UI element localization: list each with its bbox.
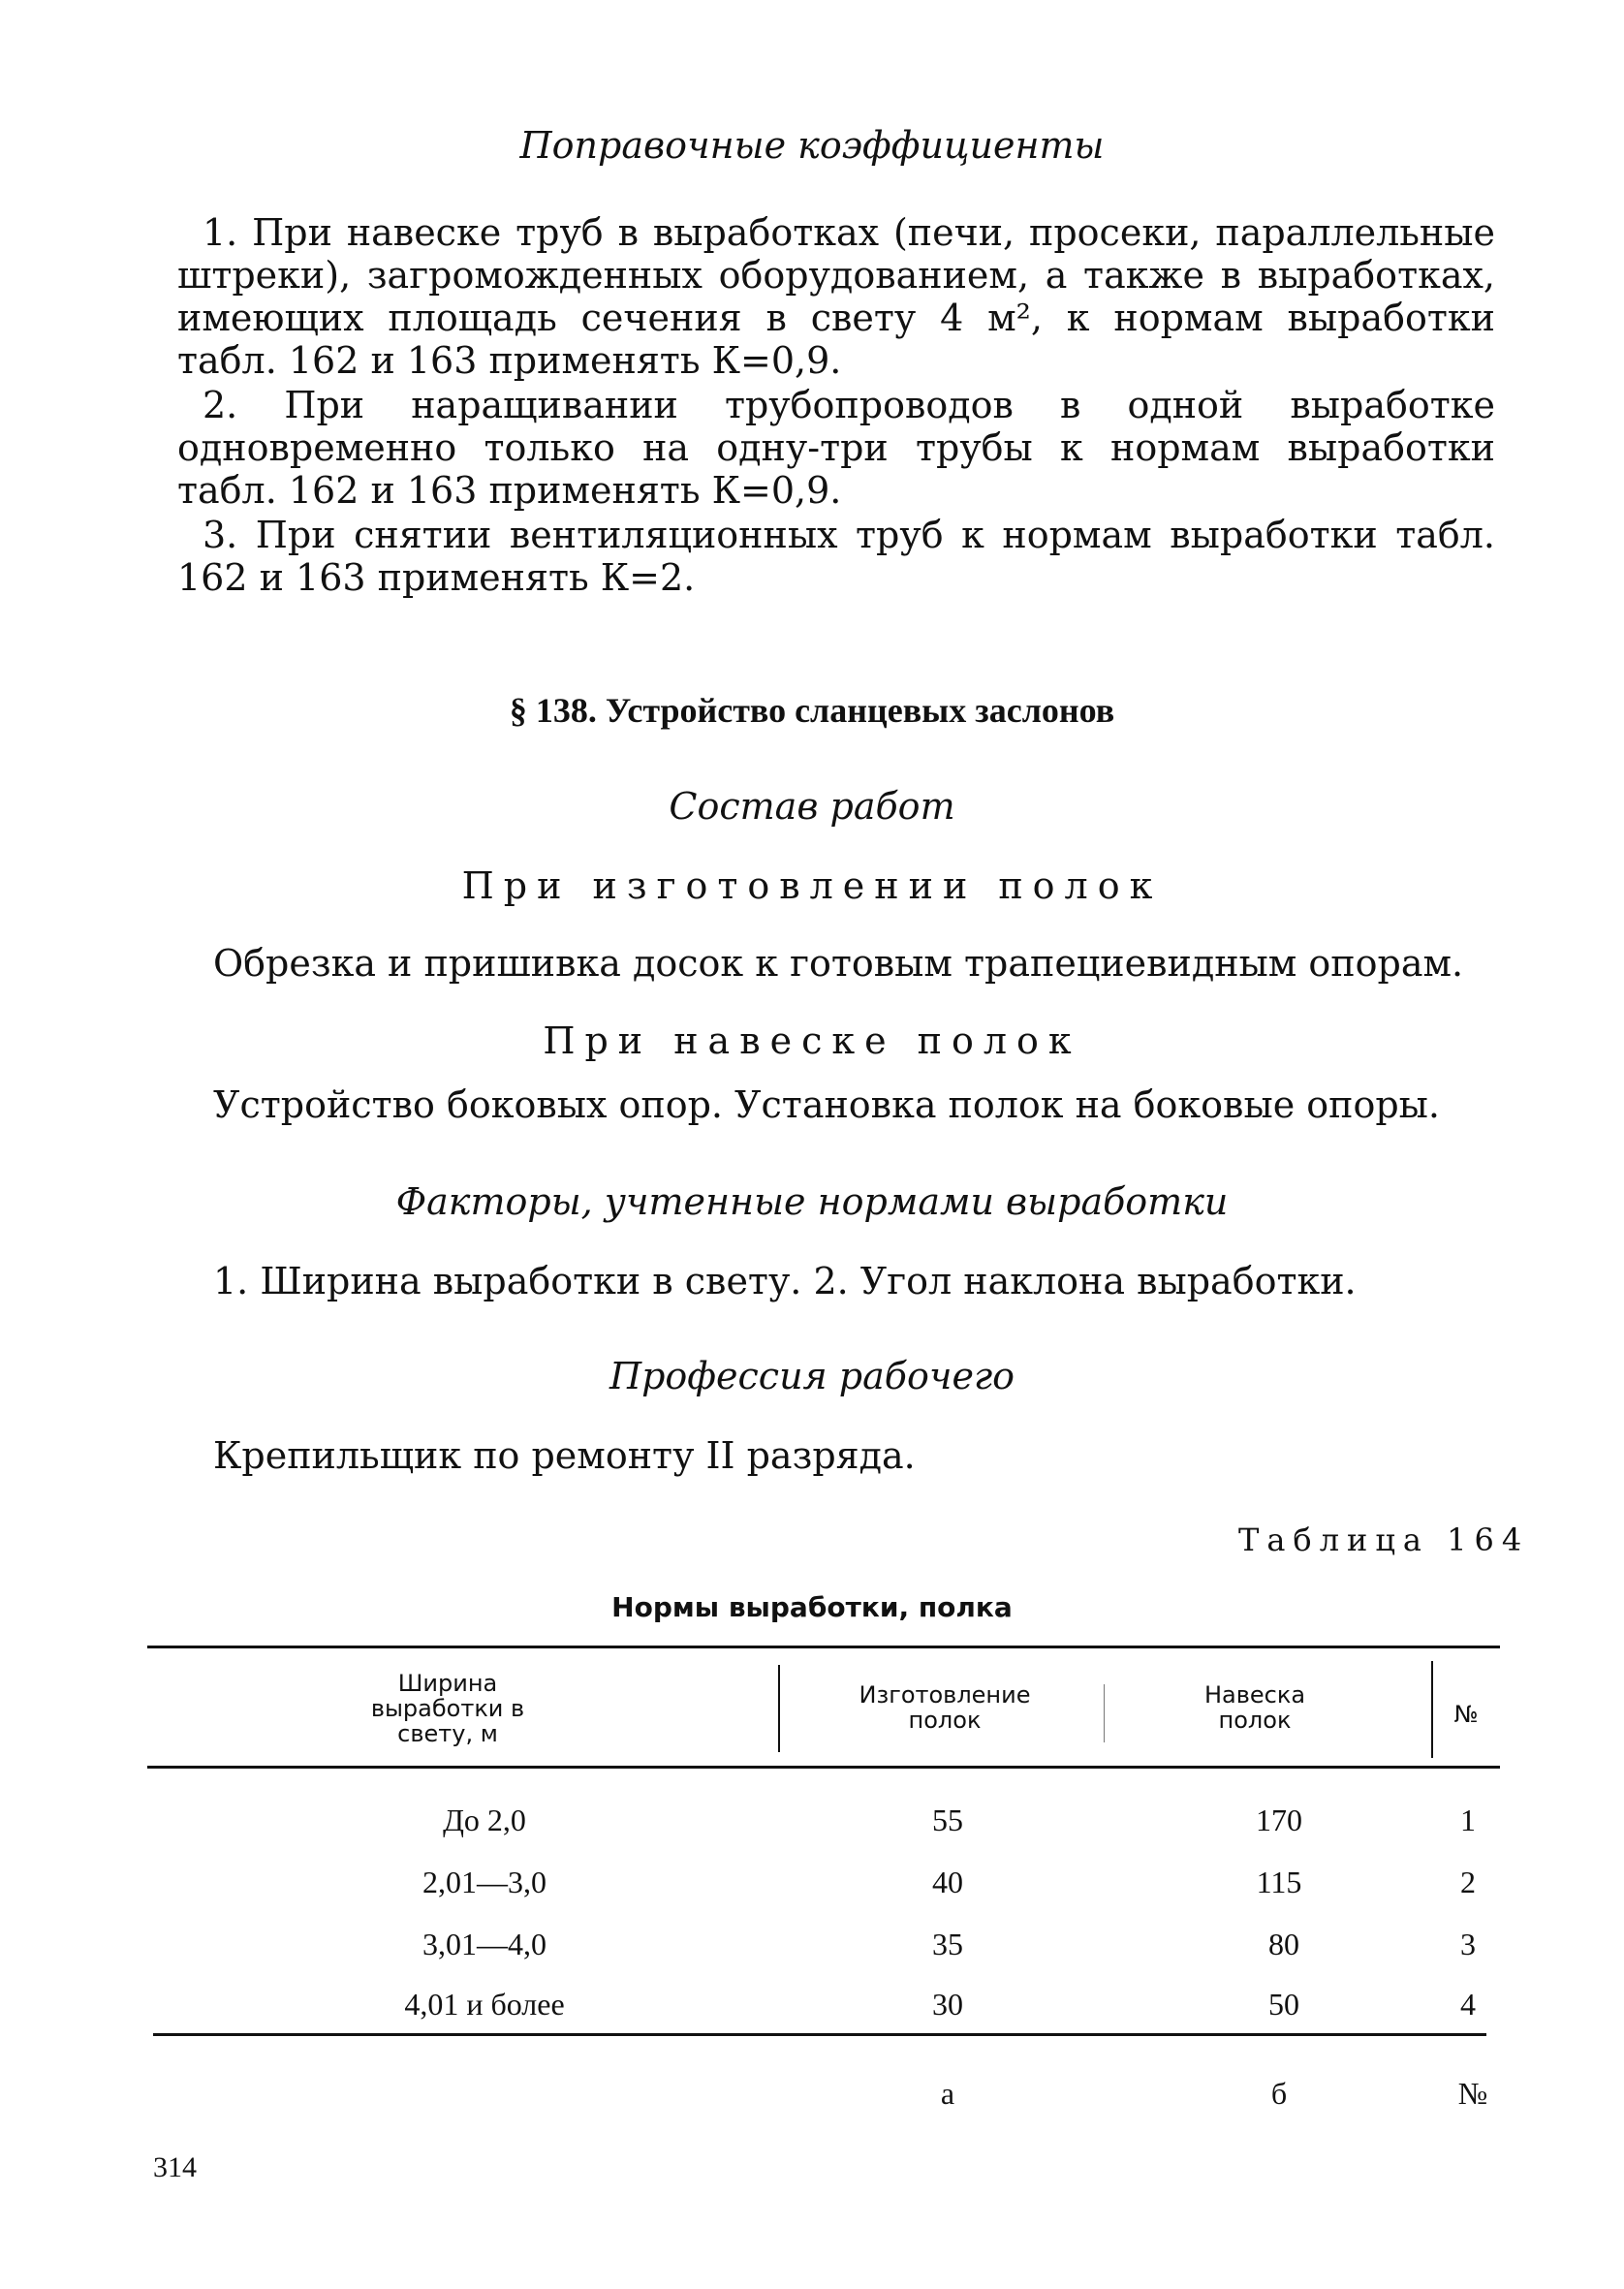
table-header-rule: [147, 1766, 1500, 1769]
table-cell: 1: [1460, 1803, 1476, 1837]
table-footer-cell: №: [1457, 2076, 1488, 2111]
profession-text: Крепильщик по ремонту II разряда.: [213, 1434, 916, 1477]
header-number: №: [1453, 1701, 1479, 1728]
column-divider-2: [1104, 1684, 1105, 1742]
correction-heading: Поправочные коэффициенты: [519, 124, 1105, 167]
correction-item-1: 1. При навеске труб в выработках (печи, просеки, параллельные штреки), загроможденных оборудованием, а также в выработках, имеющих площадь сечения в свету 4 м², к нормам выработки табл. 162 и 163 применять К=0,9.: [177, 211, 1495, 382]
profession-heading: Профессия рабочего: [609, 1355, 1015, 1397]
table-cell: 4,01 и более: [404, 1987, 565, 2022]
table-title: Нормы выработки, полка: [611, 1591, 1013, 1623]
header-hanging: Навеска полок: [1203, 1681, 1306, 1734]
header-width: Ширина выработки в свету, м: [370, 1670, 525, 1747]
making-heading: При изготовлении полок: [461, 864, 1163, 907]
table-cell: 3: [1460, 1927, 1476, 1961]
table-footer-cell: а: [940, 2076, 955, 2111]
composition-heading: Состав работ: [669, 785, 955, 828]
table-label: Таблица 164: [1238, 1521, 1530, 1558]
column-divider-3: [1431, 1661, 1433, 1758]
table-cell: 35: [932, 1927, 963, 1961]
table-top-rule: [147, 1646, 1500, 1648]
correction-item-3: 3. При снятии вентиляционных труб к нормам выработки табл. 162 и 163 применять К=2.: [177, 514, 1495, 599]
table-bottom-rule: [153, 2033, 1486, 2036]
section-title: § 138. Устройство сланцевых заслонов: [509, 691, 1115, 730]
factors-heading: Факторы, учтенные нормами выработки: [395, 1180, 1229, 1223]
table-cell: 170: [1256, 1803, 1302, 1837]
hanging-heading: При навеске полок: [543, 1019, 1081, 1062]
factors-text: 1. Ширина выработки в свету. 2. Угол наклона выработки.: [213, 1260, 1357, 1302]
table-cell: 2: [1460, 1865, 1476, 1899]
table-cell: 30: [932, 1987, 963, 2022]
page-number: 314: [153, 2151, 197, 2183]
table-cell: До 2,0: [443, 1803, 526, 1837]
column-divider-1: [778, 1665, 780, 1752]
hanging-text: Устройство боковых опор. Установка полок на боковые опоры.: [213, 1083, 1440, 1126]
making-text: Обрезка и пришивка досок к готовым трапециевидным опорам.: [213, 942, 1464, 985]
table-cell: 40: [932, 1865, 963, 1899]
table-footer-cell: б: [1270, 2076, 1288, 2111]
table-cell: 80: [1268, 1927, 1299, 1961]
table-cell: 55: [932, 1803, 963, 1837]
correction-item-2: 2. При наращивании трубопроводов в одной выработке одновременно только на одну-три трубы к нормам выработки табл. 162 и 163 применять К=0,9.: [177, 384, 1495, 512]
table-cell: 4: [1460, 1987, 1476, 2022]
table-cell: 50: [1268, 1987, 1299, 2022]
header-making: Изготовление полок: [859, 1681, 1031, 1734]
table-cell: 3,01—4,0: [422, 1927, 547, 1961]
table-cell: 115: [1256, 1865, 1302, 1899]
table-cell: 2,01—3,0: [422, 1865, 547, 1899]
